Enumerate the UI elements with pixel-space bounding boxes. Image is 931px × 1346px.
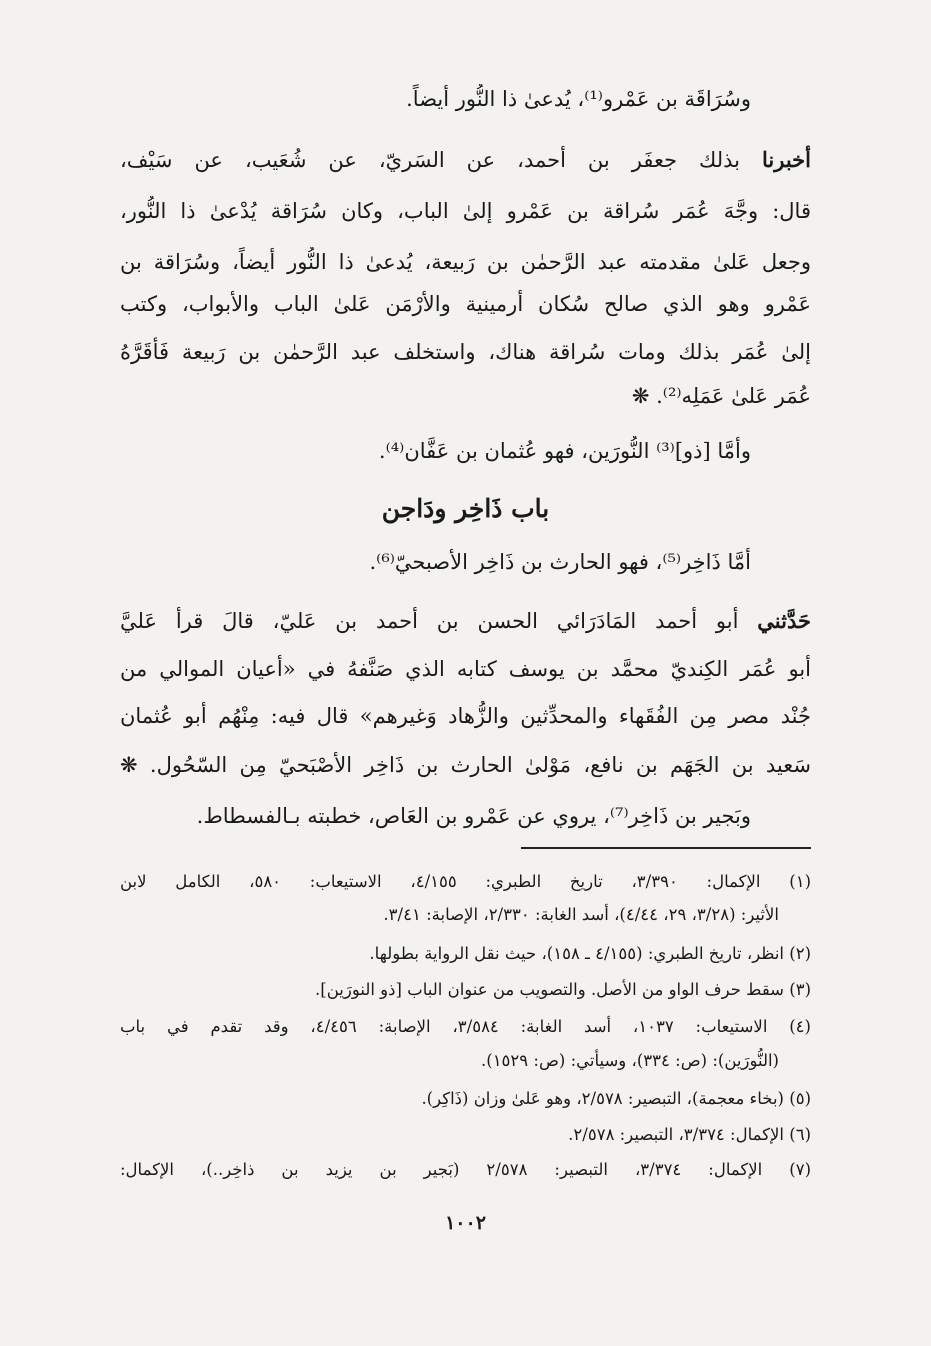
footnote-4-line-1: (٤) الاستيعاب: ١٠٣٧، أسد الغابة: ٣/٥٨٤، الإصابة: ٤/٤٥٦، وقد تقدم في باب [120, 1017, 811, 1036]
paragraph-2-line-2: قال: وجَّهَ عُمَر سُراقة بن عَمْرو إلىٰ الباب، وكان سُرَاقة يُدْعىٰ ذا النُّور، [120, 199, 811, 223]
footnote-7-line-1: (٧) الإكمال: ٣/٣٧٤، التبصير: ٢/٥٧٨ (بَجير بن يزيد بن ذاخِر..)، الإكمال: [120, 1160, 811, 1179]
footnote-1-line-1: (١) الإكمال: ٣/٣٩٠، تاريخ الطبري: ٤/١٥٥، الاستيعاب: ٥٨٠، الكامل لابن [120, 872, 811, 891]
paragraph-2-line-1 [120, 145, 811, 179]
footnote-1-line-2: الأثير: (٣/٢٨، ٢٩، ٤/٤٤)، أسد الغابة: ٢/٣٣٠، الإصابة: ٣/٤١. [383, 905, 779, 924]
footnote-6: (٦) الإكمال: ٣/٣٧٤، التبصير: ٢/٥٧٨. [568, 1125, 811, 1144]
footnote-separator [521, 847, 811, 849]
footnote-4-line-2: (النُّورَين): (ص: ٣٣٤)، وسيأتي: (ص: ١٥٢٩). [481, 1051, 779, 1070]
paragraph-5-line-4: سَعيد بن الجَهَم بن نافع، مَوْلىٰ الحارث بن ذَاخِر الأصْبَحيّ مِن السّحُول. ❋ [120, 753, 811, 777]
paragraph-2-lead: أخبرنا [762, 147, 811, 172]
paragraph-6-line-1: وبَجير بن ذَاخِر⁽⁷⁾، يروي عن عَمْرو بن العَاص، خطبته بـالفسطاط. [196, 804, 751, 828]
paragraph-5-lead: حَدَّثني [757, 608, 811, 633]
paragraph-2-line-5: إلىٰ عُمَر بذلك ومات سُراقة هناك، واستخلف عبد الرَّحمٰن بن رَبيعة فَأقَرَّهُ [120, 340, 811, 364]
paragraph-4-line-1: أمَّا ذَاخِر⁽⁵⁾، فهو الحارث بن ذَاخِر الأصبحيّ⁽⁶⁾. [369, 550, 751, 574]
paragraph-2-first-text: بذلك جعفَر بن أحمد، عن السَريّ، عن شُعَيب، عن سَيْف، [120, 148, 763, 172]
paragraph-2-line-6: عُمَر عَلىٰ عَمَلِه⁽²⁾. ❋ [631, 384, 811, 408]
footnote-3: (٣) سقط حرف الواو من الأصل. والتصويب من عنوان الباب [ذو النورَين]. [315, 980, 811, 999]
footnote-5: (٥) (بخاء معجمة)، التبصير: ٢/٥٧٨، وهو عَلىٰ وزان (ذَاكِر). [421, 1089, 811, 1108]
footnote-2: (٢) انظر، تاريخ الطبري: (٤/١٥٥ ـ ١٥٨)، حيث نقل الرواية بطولها. [369, 944, 811, 963]
paragraph-1-line-1: وسُرَاقَة بن عَمْرو⁽¹⁾، يُدعىٰ ذا النُّور أيضاً. [406, 87, 751, 111]
paragraph-2-line-3: وجعل عَلىٰ مقدمته عبد الرَّحمٰن بن رَبيعة، يُدعىٰ ذا النُّور أيضاً، وسُرَاقة بن [120, 250, 811, 274]
paragraph-5-first-text: أبو أحمد المَادَرَائي الحسن بن أحمد بن عَليّ، قالَ قرأ عَليَّ [120, 609, 758, 633]
paragraph-3-line-1: وأمَّا [ذو]⁽³⁾ النُّورَين، فهو عُثمان بن عَفَّان⁽⁴⁾. [378, 439, 751, 463]
paragraph-5-line-3: جُنْد مصر مِن الفُقَهاء والمحدِّثين والزُّهاد وَغيرهم» قال فيه: مِنْهُم أبو عُثمان [120, 704, 811, 728]
paragraph-5-line-1 [120, 606, 811, 640]
page-number: ١٠٠٢ [445, 1212, 486, 1234]
paragraph-5-line-2: أبو عُمَر الكِنديّ محمَّد بن يوسف كتابه الذي صَنَّفهُ في «أعيان الموالي من [120, 657, 811, 681]
section-heading: باب ذَاخِر ودَاجن [381, 494, 550, 523]
paragraph-2-line-4: عَمْرو وهو الذي صالح سُكان أرمينية والأرْمَن عَلىٰ الباب والأبواب، وكتب [120, 292, 811, 316]
